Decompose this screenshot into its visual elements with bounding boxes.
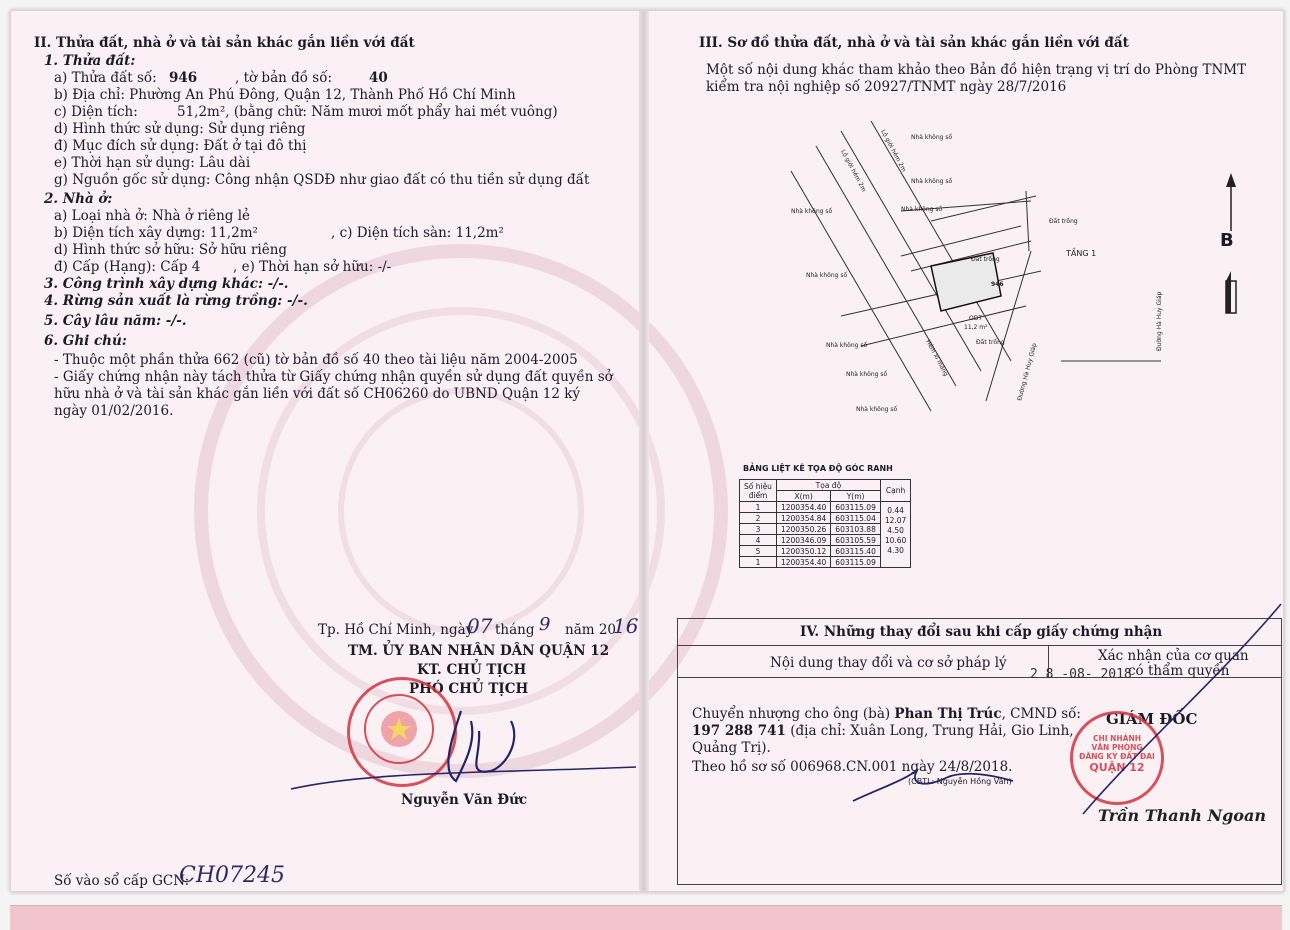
change-line-1: Chuyển nhượng cho ông (bà) Phan Thị Trúc, CMND số: (692, 706, 1081, 722)
map-road-1: Lộ giới hẻm 2m (839, 148, 868, 194)
col-confirmation-1: Xác nhận của cơ quan (1098, 648, 1249, 664)
issuer-title: PHÓ CHỦ TỊCH (409, 681, 529, 697)
th-edge: Cạnh (880, 480, 910, 502)
house-type: a) Loại nhà ở: Nhà ở riêng lẻ (54, 208, 251, 224)
table-row: 3 1200350.26 603103.88 (740, 524, 911, 535)
map-road-2: Đường Hà Huy Giáp (1156, 291, 1163, 351)
usage-origin: g) Nguồn gốc sử dụng: Công nhận QSDĐ như giao đất có thu tiền sử dụng đất (54, 172, 590, 188)
case-officer: (CBTL: Nguyễn Hồng Vân) (908, 777, 1012, 786)
officer-signature (848, 759, 1048, 809)
coord-table (739, 479, 911, 568)
map-neighbor-4: Nhà không số (791, 208, 833, 215)
map-neighbor-6: Nhà không số (826, 342, 868, 349)
issue-month: 9 (539, 614, 551, 635)
map-neighbor-3: Nhà không số (901, 206, 943, 213)
confirmation-date-stamp: 2 8 -08- 2018 (1030, 667, 1132, 682)
planted-forest: 4. Rừng sản xuất là rừng trồng: -/-. (44, 293, 308, 309)
map-empty-2: Đất trống (976, 339, 1005, 346)
buyer-id: 197 288 741 (692, 723, 786, 739)
buyer-name: Phan Thị Trúc (894, 706, 1002, 722)
issue-year: 16 (613, 614, 639, 638)
map-floor: TẦNG 1 (1066, 249, 1097, 258)
col-confirmation-2: có thẩm quyền (1128, 663, 1230, 679)
section-iii-heading: III. Sơ đồ thửa đất, nhà ở và tài sản khác gắn liền với đất (699, 35, 1129, 51)
map-neighbor-7: Nhà không số (846, 371, 888, 378)
house-grade: đ) Cấp (Hạng): Cấp 4 (54, 259, 201, 275)
changes-box (677, 618, 1282, 885)
reference-line-2: kiểm tra nội nghiệp số 20927/TNMT ngày 28/7/2016 (706, 79, 1067, 95)
map-neighbor-8: Nhà không số (856, 406, 898, 413)
th-coord: Tọa độ (776, 480, 880, 491)
next-page-edge (10, 905, 1282, 930)
map-neighbor-5: Nhà không số (806, 272, 848, 279)
other-constructions: 3. Công trình xây dựng khác: -/-. (44, 276, 289, 292)
map-area: 11,2 m² (964, 324, 988, 331)
house-floor-area: , c) Diện tích sàn: 11,2m² (331, 225, 504, 241)
coord-table-title: BẢNG LIỆT KÊ TỌA ĐỘ GÓC RANH (743, 464, 893, 473)
map-road-1b: Lộ giới hẻm 2m (879, 128, 908, 174)
map-empty-1: Đất trống (1049, 218, 1078, 225)
col-change-content: Nội dung thay đổi và cơ sở pháp lý (770, 655, 1007, 671)
note-1: - Thuộc một phần thửa 662 (cũ) tờ bản đồ số 40 theo tài liệu năm 2004-2005 (54, 352, 578, 368)
issuer-org: TM. ỦY BAN NHÂN DÂN QUẬN 12 (348, 643, 610, 659)
area-value: 51,2m², (bằng chữ: Năm mươi mốt phẩy hai mét vuông) (177, 104, 558, 120)
usage-form: d) Hình thức sử dụng: Sử dụng riêng (54, 121, 306, 137)
table-row: 1 1200354.40 603115.09 0.44 12.07 4.50 10.60 4.30 (740, 502, 911, 513)
section-iv-heading: IV. Những thay đổi sau khi cấp giấy chứng nhận (800, 624, 1163, 640)
director-name: Trần Thanh Ngoan (1098, 806, 1266, 825)
th-x: X(m) (776, 491, 830, 502)
compass-letter: B (1220, 230, 1234, 251)
change-line-4: Theo hồ sơ số 006968.CN.001 ngày 24/8/2018. (692, 759, 1013, 775)
map-neighbor-2: Nhà không số (911, 178, 953, 185)
notes-heading: 6. Ghi chú: (44, 333, 127, 349)
house-ownership: d) Hình thức sở hữu: Sở hữu riêng (54, 242, 288, 258)
table-row: 1 1200354.40 603115.09 (740, 557, 911, 568)
map-neighbor-1: Nhà không số (911, 134, 953, 141)
registration-seal: CHI NHÁNH VĂN PHÒNG ĐĂNG KÝ ĐẤT ĐAI QUẬN 12 (1070, 711, 1164, 805)
section-ii-heading: II. Thửa đất, nhà ở và tài sản khác gắn liền với đất (34, 35, 415, 51)
map-plot-number: 946 (991, 281, 1004, 288)
map-sheet-number: 40 (369, 70, 388, 86)
table-row: 5 1200350.12 603115.40 (740, 546, 911, 557)
site-map (781, 111, 1201, 431)
serial-value: CH07245 (179, 863, 286, 888)
th-y: Y(m) (831, 491, 881, 502)
issue-day: 07 (467, 614, 493, 638)
change-line-2: 197 288 741 (địa chỉ: Xuân Long, Trung Hải, Gio Linh, (692, 723, 1074, 739)
certificate-sheet (10, 10, 1284, 892)
director-signature (1078, 599, 1283, 819)
table-row: 2 1200354.84 603115.04 (740, 513, 911, 524)
serial-label: Số vào sổ cấp GCN: (54, 873, 190, 889)
reference-line-1: Một số nội dung khác tham khảo theo Bản đồ hiện trạng vị trí do Phòng TNMT (706, 62, 1247, 78)
issue-date-prefix: Tp. Hồ Chí Minh, ngày (318, 622, 474, 638)
map-sheet-label: , tờ bản đồ số: (235, 70, 333, 86)
map-alley: Hẻm xi măng (924, 338, 950, 378)
issue-month-label: tháng (495, 622, 535, 638)
issuer-role: KT. CHỦ TỊCH (417, 662, 527, 678)
plot-number-label: a) Thửa đất số: (54, 70, 157, 86)
th-point: Số hiệu điểm (740, 480, 777, 502)
map-odt: ODT (969, 315, 983, 322)
map-road-2b: Đường Hà Huy Giáp (1016, 342, 1039, 402)
area-label: c) Diện tích: (54, 104, 138, 120)
map-plot-empty: Đất trống (971, 256, 1000, 263)
house-term: , e) Thời hạn sở hữu: -/- (233, 259, 392, 275)
usage-term: e) Thời hạn sử dụng: Lâu dài (54, 155, 251, 171)
house-build-area: b) Diện tích xây dựng: 11,2m² (54, 225, 258, 241)
note-2: - Giấy chứng nhận này tách thửa từ Giấy chứng nhận quyền sử dụng đất quyền sở hữu nhà ở và tài sản khác gắn liền với đất số CH06260 do UBND Quận 12 ký ngày 01/02/2016. (54, 369, 613, 419)
house-heading: 2. Nhà ở: (44, 191, 113, 207)
plot-number: 946 (169, 70, 198, 86)
land-heading: 1. Thửa đất: (44, 53, 136, 69)
issue-year-label: năm 20 (565, 622, 617, 638)
perennial-trees: 5. Cây lâu năm: -/-. (44, 313, 187, 329)
table-row: 4 1200346.09 603105.59 (740, 535, 911, 546)
usage-purpose: đ) Mục đích sử dụng: Đất ở tại đô thị (54, 138, 307, 154)
address: b) Địa chỉ: Phường An Phú Đông, Quận 12, Thành Phố Hồ Chí Minh (54, 87, 516, 103)
change-line-3: Quảng Trị). (692, 740, 771, 756)
director-title: GIÁM ĐỐC (1106, 710, 1198, 728)
signer-name: Nguyễn Văn Đức (401, 792, 528, 808)
